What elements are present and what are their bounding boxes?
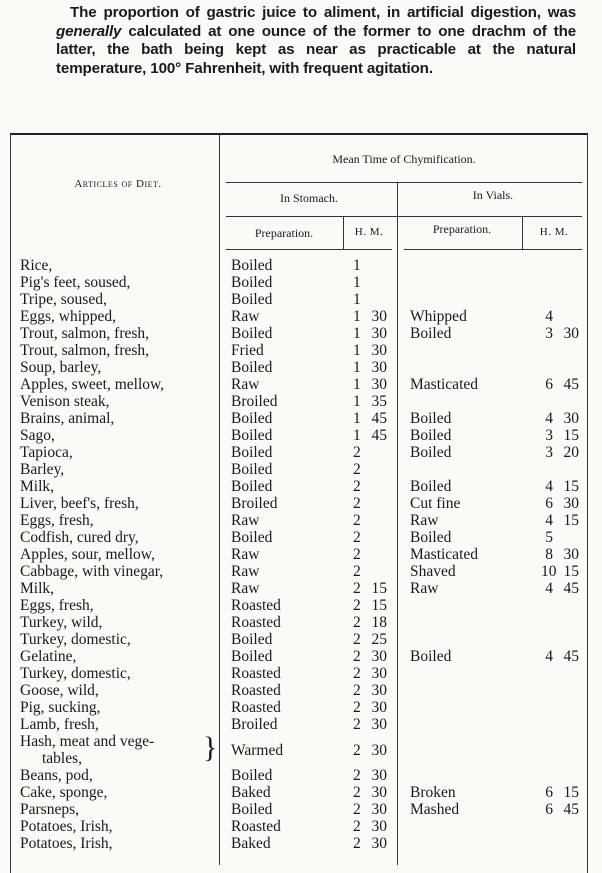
vials-hours-cell: 6 <box>545 376 553 393</box>
stomach-preparation-cell: Raw <box>231 546 260 563</box>
vials-hours-cell: 3 <box>545 427 553 444</box>
intro-emphasis: generally <box>56 22 122 40</box>
vials-hours-cell: 6 <box>545 801 553 818</box>
vials-minutes-cell: 30 <box>563 546 579 563</box>
stomach-minutes-cell: 30 <box>371 784 387 801</box>
article-cell-continued: tables, <box>42 750 83 767</box>
table-row <box>0 359 602 376</box>
vials-minutes-cell: 30 <box>563 410 579 427</box>
article-cell: Turkey, domestic, <box>20 665 131 682</box>
article-cell: Hash, meat and vege- <box>20 733 155 750</box>
article-cell: Turkey, domestic, <box>20 631 131 648</box>
vials-hours-cell: 3 <box>545 444 553 461</box>
stomach-hours-cell: 2 <box>353 801 361 818</box>
vials-preparation-cell: Raw <box>410 512 439 529</box>
vials-minutes-cell: 15 <box>563 512 579 529</box>
stomach-hours-cell: 2 <box>353 818 361 835</box>
stomach-hours-cell: 2 <box>353 597 361 614</box>
stomach-preparation-cell: Roasted <box>231 665 281 682</box>
stomach-minutes-cell: 30 <box>371 801 387 818</box>
stomach-preparation-cell: Raw <box>231 563 260 580</box>
vials-hours-cell: 4 <box>545 580 553 597</box>
header-hm-stomach: H. M. <box>354 226 384 238</box>
stomach-preparation-cell: Boiled <box>231 325 273 342</box>
vials-minutes-cell: 45 <box>563 648 579 665</box>
stomach-hours-cell: 1 <box>353 410 361 427</box>
vials-hours-cell: 6 <box>545 784 553 801</box>
table-row <box>0 291 602 308</box>
table-row <box>0 257 602 274</box>
stomach-preparation-cell: Warmed <box>231 742 284 759</box>
stomach-minutes-cell: 30 <box>371 699 387 716</box>
stomach-preparation-cell: Boiled <box>231 461 273 478</box>
article-cell: Pig's feet, soused, <box>20 274 131 291</box>
article-cell: Lamb, fresh, <box>20 716 99 733</box>
table-row <box>0 580 602 597</box>
stomach-preparation-cell: Broiled <box>231 393 278 410</box>
vials-minutes-cell: 45 <box>563 580 579 597</box>
stomach-preparation-cell: Boiled <box>231 359 273 376</box>
stomach-minutes-cell: 30 <box>371 325 387 342</box>
stomach-minutes-cell: 30 <box>371 376 387 393</box>
article-cell: Liver, beef's, fresh, <box>20 495 139 512</box>
rule-column-head <box>226 249 392 250</box>
stomach-hours-cell: 2 <box>353 495 361 512</box>
stomach-preparation-cell: Roasted <box>231 597 281 614</box>
stomach-preparation-cell: Roasted <box>231 699 281 716</box>
stomach-preparation-cell: Broiled <box>231 495 278 512</box>
header-in-stomach: In Stomach. <box>280 191 338 205</box>
article-cell: Parsneps, <box>20 801 79 818</box>
stomach-hours-cell: 2 <box>353 682 361 699</box>
stomach-preparation-cell: Baked <box>231 784 271 801</box>
vials-preparation-cell: Broken <box>410 784 456 801</box>
vials-hours-cell: 4 <box>545 648 553 665</box>
stomach-preparation-cell: Raw <box>231 308 260 325</box>
stomach-hours-cell: 1 <box>353 393 361 410</box>
stomach-preparation-cell: Raw <box>231 512 260 529</box>
stomach-hours-cell: 2 <box>353 835 361 852</box>
table-row <box>0 597 602 614</box>
stomach-hours-cell: 2 <box>353 699 361 716</box>
article-cell: Barley, <box>20 461 65 478</box>
stomach-preparation-cell: Boiled <box>231 631 273 648</box>
vials-hours-cell: 8 <box>545 546 553 563</box>
stomach-preparation-cell: Broiled <box>231 716 278 733</box>
stomach-hours-cell: 2 <box>353 648 361 665</box>
article-cell: Milk, <box>20 580 55 597</box>
stomach-minutes-cell: 30 <box>371 767 387 784</box>
vials-preparation-cell: Mashed <box>410 801 460 818</box>
table-row <box>0 342 602 359</box>
vials-hours-cell: 10 <box>541 563 557 580</box>
stomach-hours-cell: 2 <box>353 784 361 801</box>
stomach-hours-cell: 1 <box>353 325 361 342</box>
stomach-hours-cell: 2 <box>353 444 361 461</box>
table-row <box>0 478 602 495</box>
table-row <box>0 563 602 580</box>
vials-preparation-cell: Boiled <box>410 325 452 342</box>
intro-paragraph <box>56 4 576 78</box>
vials-hours-cell: 5 <box>545 529 553 546</box>
stomach-minutes-cell: 18 <box>371 614 387 631</box>
article-cell: Apples, sweet, mellow, <box>20 376 165 393</box>
vials-preparation-cell: Whipped <box>410 308 467 325</box>
stomach-minutes-cell: 30 <box>371 716 387 733</box>
article-cell: Venison steak, <box>20 393 110 410</box>
table-row <box>0 818 602 835</box>
article-cell: Potatoes, Irish, <box>20 818 113 835</box>
stomach-preparation-cell: Boiled <box>231 801 273 818</box>
article-cell: Beans, pod, <box>20 767 93 784</box>
table-row <box>0 461 602 478</box>
stomach-hours-cell: 2 <box>353 478 361 495</box>
vials-hours-cell: 4 <box>545 410 553 427</box>
header-preparation-stomach: Preparation. <box>254 226 314 240</box>
stomach-hours-cell: 1 <box>353 376 361 393</box>
article-cell: Eggs, fresh, <box>20 512 94 529</box>
stomach-minutes-cell: 30 <box>371 742 387 759</box>
article-cell: Apples, sour, mellow, <box>20 546 155 563</box>
article-cell: Tripe, soused, <box>20 291 107 308</box>
table-row <box>0 614 602 631</box>
stomach-preparation-cell: Raw <box>231 580 260 597</box>
article-cell: Codfish, cured dry, <box>20 529 139 546</box>
stomach-preparation-cell: Boiled <box>231 274 273 291</box>
vials-hours-cell: 4 <box>545 478 553 495</box>
stomach-preparation-cell: Boiled <box>231 444 273 461</box>
vials-preparation-cell: Shaved <box>410 563 456 580</box>
stomach-preparation-cell: Boiled <box>231 648 273 665</box>
table-row <box>0 631 602 648</box>
table-row <box>0 495 602 512</box>
article-cell: Brains, animal, <box>20 410 115 427</box>
intro-text-1: The proportion of gastric juice to aliment, in artificial digestion, was <box>70 4 576 21</box>
article-cell: Tapioca, <box>20 444 73 461</box>
article-cell: Eggs, whipped, <box>20 308 117 325</box>
vials-minutes-cell: 15 <box>563 784 579 801</box>
stomach-preparation-cell: Baked <box>231 835 271 852</box>
article-cell: Trout, salmon, fresh, <box>20 342 150 359</box>
header-mean-time: Mean Time of Chymification. <box>332 152 476 166</box>
stomach-minutes-cell: 30 <box>371 648 387 665</box>
stomach-hours-cell: 2 <box>353 767 361 784</box>
stomach-minutes-cell: 35 <box>371 393 387 410</box>
stomach-preparation-cell: Raw <box>231 376 260 393</box>
stomach-minutes-cell: 30 <box>371 665 387 682</box>
vials-hours-cell: 4 <box>545 308 553 325</box>
stomach-hours-cell: 1 <box>353 308 361 325</box>
vials-minutes-cell: 15 <box>563 427 579 444</box>
vials-hours-cell: 6 <box>545 495 553 512</box>
article-cell: Pig, sucking, <box>20 699 101 716</box>
vials-minutes-cell: 45 <box>563 376 579 393</box>
header-articles: Articles of Diet. <box>74 178 162 190</box>
vials-preparation-cell: Boiled <box>410 410 452 427</box>
table-row <box>0 376 602 393</box>
article-cell: Rice, <box>20 257 53 274</box>
vials-minutes-cell: 45 <box>563 801 579 818</box>
article-cell: Cabbage, with vinegar, <box>20 563 164 580</box>
header-in-vials: In Vials. <box>472 188 514 202</box>
vials-hours-cell: 4 <box>545 512 553 529</box>
table-row <box>0 648 602 665</box>
rule-column-head-vials <box>404 249 582 250</box>
intro-text-2: calculated at one ounce of the former to one drachm of the latter, the bath being kept as near as practicable at the natural temperature, 100° Fahrenheit, with frequent agitation. <box>56 22 576 77</box>
vials-preparation-cell: Boiled <box>410 444 452 461</box>
stomach-minutes-cell: 45 <box>371 410 387 427</box>
stomach-hours-cell: 2 <box>353 716 361 733</box>
stomach-minutes-cell: 45 <box>371 427 387 444</box>
stomach-hours-cell: 1 <box>353 257 361 274</box>
stomach-hours-cell: 1 <box>353 291 361 308</box>
stomach-minutes-cell: 25 <box>371 631 387 648</box>
article-cell: Gelatine, <box>20 648 77 665</box>
stomach-preparation-cell: Boiled <box>231 478 273 495</box>
vials-minutes-cell: 20 <box>563 444 579 461</box>
table-row <box>0 529 602 546</box>
table-row <box>0 733 602 767</box>
table-row <box>0 784 602 801</box>
stomach-preparation-cell: Boiled <box>231 427 273 444</box>
stomach-hours-cell: 2 <box>353 614 361 631</box>
article-cell: Milk, <box>20 478 55 495</box>
table-row <box>0 716 602 733</box>
article-cell: Sago, <box>20 427 55 444</box>
table-row <box>0 801 602 818</box>
stomach-hours-cell: 1 <box>353 342 361 359</box>
header-preparation-vials: Preparation. <box>432 222 492 236</box>
stomach-hours-cell: 1 <box>353 274 361 291</box>
stomach-minutes-cell: 30 <box>371 835 387 852</box>
vials-minutes-cell: 15 <box>563 478 579 495</box>
stomach-hours-cell: 2 <box>353 742 361 759</box>
stomach-minutes-cell: 30 <box>371 818 387 835</box>
vials-preparation-cell: Masticated <box>410 376 479 393</box>
vials-preparation-cell: Boiled <box>410 529 452 546</box>
vials-preparation-cell: Boiled <box>410 648 452 665</box>
table-row <box>0 546 602 563</box>
stomach-preparation-cell: Roasted <box>231 682 281 699</box>
stomach-minutes-cell: 15 <box>371 580 387 597</box>
table-row <box>0 512 602 529</box>
article-cell: Trout, salmon, fresh, <box>20 325 150 342</box>
vials-minutes-cell: 30 <box>563 325 579 342</box>
stomach-hours-cell: 2 <box>353 529 361 546</box>
stomach-hours-cell: 2 <box>353 580 361 597</box>
vials-preparation-cell: Boiled <box>410 478 452 495</box>
hash-brace: } <box>203 731 218 764</box>
article-cell: Potatoes, Irish, <box>20 835 113 852</box>
vials-preparation-cell: Boiled <box>410 427 452 444</box>
rule-sub-head <box>226 216 582 217</box>
stomach-minutes-cell: 30 <box>371 342 387 359</box>
stomach-preparation-cell: Boiled <box>231 291 273 308</box>
article-cell: Cake, sponge, <box>20 784 108 801</box>
article-cell: Goose, wild, <box>20 682 99 699</box>
stomach-hours-cell: 2 <box>353 563 361 580</box>
vials-minutes-cell: 15 <box>563 563 579 580</box>
stomach-preparation-cell: Boiled <box>231 767 273 784</box>
vials-preparation-cell: Raw <box>410 580 439 597</box>
stomach-preparation-cell: Boiled <box>231 410 273 427</box>
article-cell: Eggs, fresh, <box>20 597 94 614</box>
table-row <box>0 767 602 784</box>
stomach-hours-cell: 2 <box>353 631 361 648</box>
table-row <box>0 427 602 444</box>
stomach-hours-cell: 2 <box>353 512 361 529</box>
stomach-preparation-cell: Boiled <box>231 529 273 546</box>
stomach-preparation-cell: Fried <box>231 342 264 359</box>
table-row <box>0 835 602 852</box>
vials-preparation-cell: Cut fine <box>410 495 461 512</box>
article-cell: Soup, barley, <box>20 359 102 376</box>
table-row <box>0 325 602 342</box>
vials-hours-cell: 3 <box>545 325 553 342</box>
stomach-hours-cell: 1 <box>353 359 361 376</box>
stomach-preparation-cell: Roasted <box>231 614 281 631</box>
article-cell: Turkey, wild, <box>20 614 103 631</box>
table-row <box>0 444 602 461</box>
stomach-hours-cell: 2 <box>353 461 361 478</box>
stomach-minutes-cell: 30 <box>371 682 387 699</box>
stomach-minutes-cell: 30 <box>371 308 387 325</box>
stomach-hours-cell: 2 <box>353 665 361 682</box>
stomach-preparation-cell: Boiled <box>231 257 273 274</box>
vials-preparation-cell: Masticated <box>410 546 479 563</box>
stomach-minutes-cell: 15 <box>371 597 387 614</box>
table-row <box>0 393 602 410</box>
table-row <box>0 682 602 699</box>
rule-mean-time <box>226 182 582 183</box>
stomach-preparation-cell: Roasted <box>231 818 281 835</box>
table-row <box>0 308 602 325</box>
table-row <box>0 410 602 427</box>
table-row <box>0 274 602 291</box>
table-row <box>0 699 602 716</box>
vials-minutes-cell: 30 <box>563 495 579 512</box>
header-hm-vials: H. M. <box>539 226 569 238</box>
stomach-hours-cell: 2 <box>353 546 361 563</box>
stomach-hours-cell: 1 <box>353 427 361 444</box>
stomach-minutes-cell: 30 <box>371 359 387 376</box>
table-row <box>0 665 602 682</box>
